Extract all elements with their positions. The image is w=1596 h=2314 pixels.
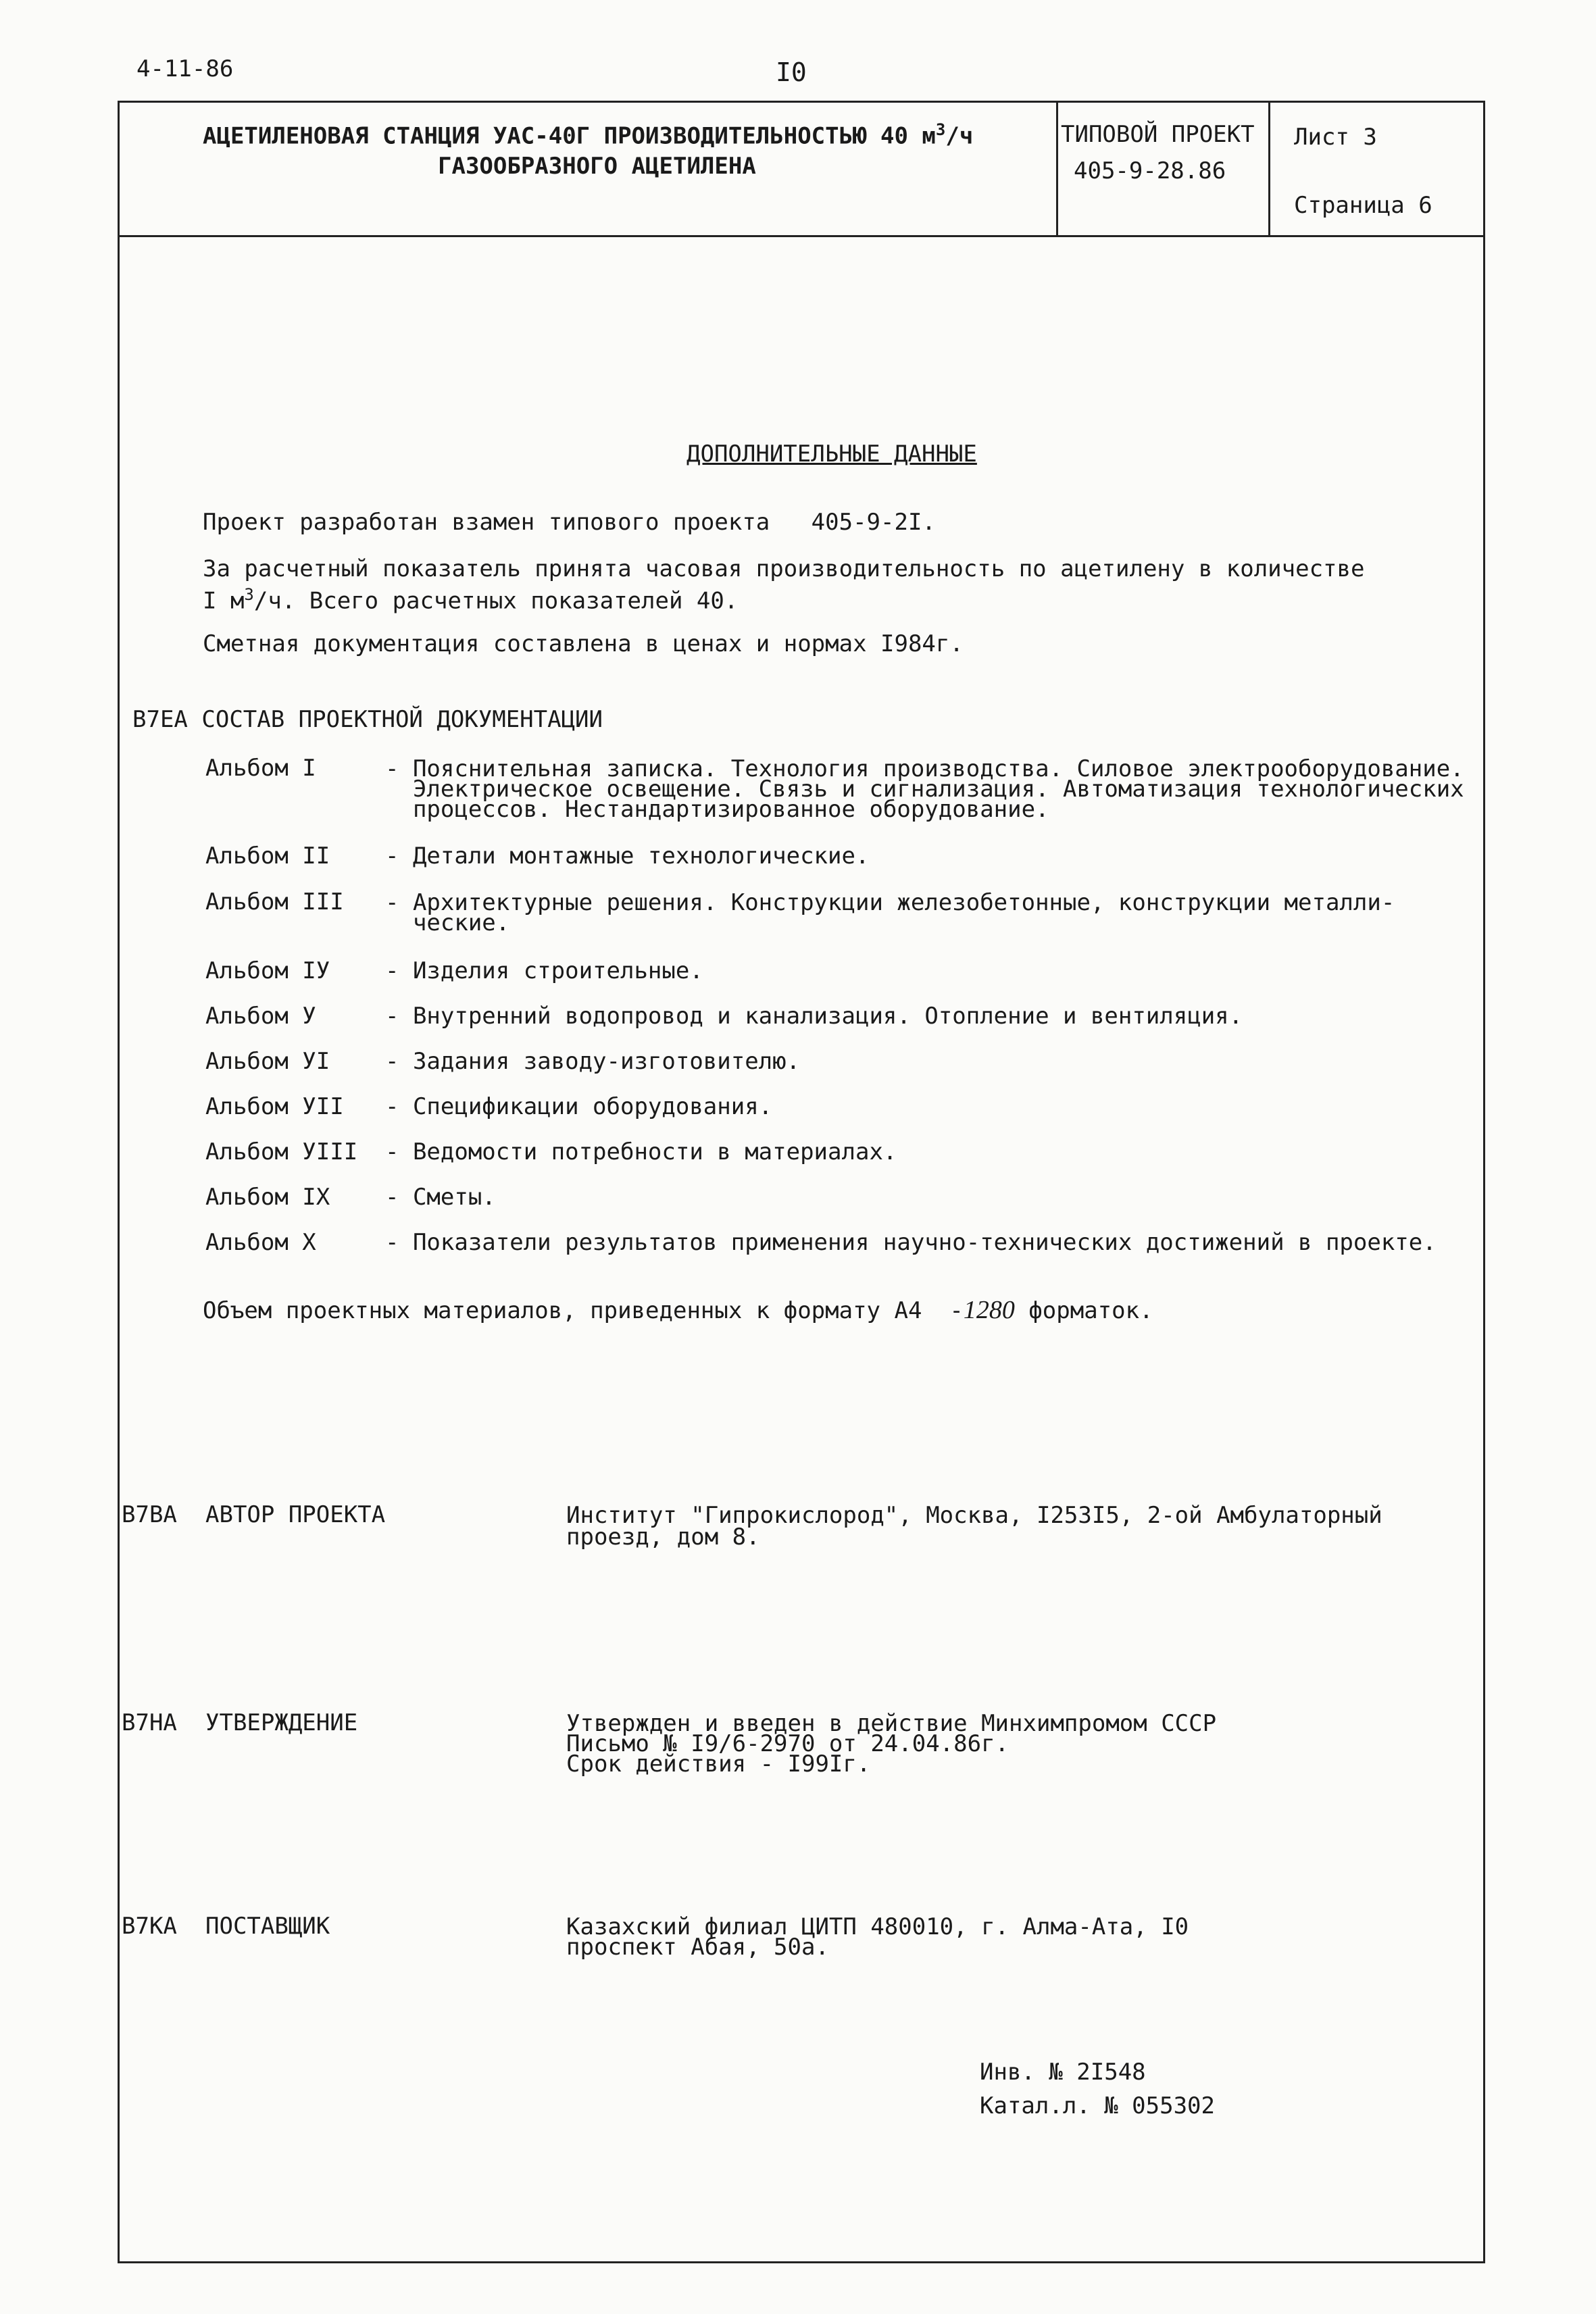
album-description: - Сметы. bbox=[385, 1184, 496, 1211]
sheet-number: Лист 3 bbox=[1294, 124, 1377, 151]
approval-code: B7HA bbox=[122, 1709, 177, 1736]
album-name: Альбом УII bbox=[205, 1093, 344, 1120]
album-name: Альбом УIII bbox=[205, 1138, 358, 1165]
project-number: 405-9-28.86 bbox=[1074, 157, 1226, 184]
supplier-label: ПОСТАВЩИК bbox=[205, 1913, 330, 1940]
title-block-divider bbox=[118, 235, 1485, 237]
album-description: - Спецификации оборудования. bbox=[385, 1093, 773, 1120]
album-name: Альбом X bbox=[205, 1229, 316, 1256]
project-label: ТИПОВОЙ ПРОЕКТ bbox=[1061, 121, 1255, 148]
approval-info: Утвержден и введен в действие Минхимпромом СССР Письмо № I9/6-2970 от 24.04.86г. Срок действия - I99Iг. bbox=[566, 1710, 1217, 1778]
album-description: - Изделия строительные. bbox=[385, 957, 703, 984]
author-code: B7BA bbox=[122, 1501, 177, 1528]
album-name: Альбом IУ bbox=[205, 957, 330, 984]
album-name: Альбом УI bbox=[205, 1048, 330, 1075]
album-description: - Показатели результатов применения научно-технических достижений в проекте. bbox=[385, 1229, 1437, 1256]
approval-label: УТВЕРЖДЕНИЕ bbox=[205, 1709, 358, 1736]
title-block-separator bbox=[1268, 101, 1270, 236]
composition-heading: B7EA СОСТАВ ПРОЕКТНОЙ ДОКУМЕНТАЦИИ bbox=[132, 706, 603, 733]
album-description: - Пояснительная записка. Технология производства. Силовое электрооборудование. Электрическое освещение. Связь и сигнализация. Автоматизация технологических процессов. Нестандартизированное оборудование. bbox=[385, 755, 1464, 823]
replacement-note: Проект разработан взамен типового проекта 405-9-2I. bbox=[203, 509, 936, 536]
indicator-note: I $м^3/ч$. Всего расчетных показателей 40. bbox=[203, 585, 739, 615]
indicator-note: За расчетный показатель принята часовая производительность по ацетилену в количестве bbox=[203, 555, 1365, 582]
volume-note: Объем проектных материалов, приведенных к формату А4 -1280 форматок. bbox=[203, 1296, 1153, 1324]
title-block-separator bbox=[1056, 101, 1058, 236]
album-name: Альбом I bbox=[205, 755, 316, 782]
album-name: Альбом У bbox=[205, 1003, 316, 1030]
estimate-note: Сметная документация составлена в ценах и нормах I984г. bbox=[203, 630, 964, 657]
album-description: - Детали монтажные технологические. bbox=[385, 842, 870, 870]
section-heading: ДОПОЛНИТЕЛЬНЫЕ ДАННЫЕ bbox=[687, 441, 977, 468]
author-info: Институт "Гипрокислород", Москва, I253I5, 2-ой Амбулаторный проезд, дом 8. bbox=[566, 1502, 1382, 1551]
catalog-number: Катал.л. № 055302 bbox=[980, 2092, 1215, 2119]
page-label: Страница 6 bbox=[1294, 192, 1432, 219]
album-name: Альбом III bbox=[205, 888, 344, 915]
author-label: АВТОР ПРОЕКТА bbox=[205, 1501, 386, 1528]
album-description: - Архитектурные решения. Конструкции железобетонные, конструкции металли- ческие. bbox=[385, 889, 1395, 936]
document-subtitle: ГАЗООБРАЗНОГО АЦЕТИЛЕНА bbox=[438, 153, 756, 180]
document-title: АЦЕТИЛЕНОВАЯ СТАНЦИЯ УАС-40Г ПРОИЗВОДИТЕЛЬНОСТЬЮ 40 $м^3/ч$ bbox=[203, 120, 974, 150]
inventory-number: Инв. № 2I548 bbox=[980, 2059, 1146, 2086]
album-name: Альбом IX bbox=[205, 1184, 330, 1211]
album-description: - Задания заводу-изготовителю. bbox=[385, 1048, 801, 1075]
album-description: - Внутренний водопровод и канализация. Отопление и вентиляция. bbox=[385, 1003, 1243, 1030]
page-number: I0 bbox=[776, 57, 807, 87]
supplier-code: B7KA bbox=[122, 1913, 177, 1940]
document-date: 4-11-86 bbox=[136, 55, 234, 82]
album-description: - Ведомости потребности в материалах. bbox=[385, 1138, 897, 1165]
album-name: Альбом II bbox=[205, 842, 330, 870]
supplier-info: Казахский филиал ЦИТП 480010, г. Алма-Ата, I0 проспект Абая, 50а. bbox=[566, 1913, 1189, 1961]
